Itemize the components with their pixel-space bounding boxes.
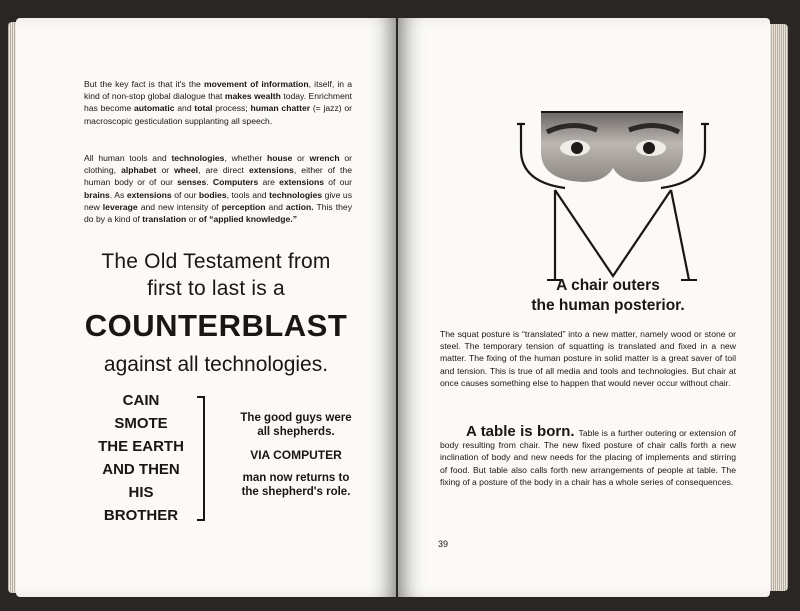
bracket-divider [196,396,206,521]
eyes-m-illustration [513,90,713,290]
shepherds-line-2: all shepherds. [257,426,335,438]
cain-line: CAIN [122,392,160,409]
cain-line: THE EARTH [98,438,184,455]
cain-line: HIS [128,484,154,501]
cain-block [76,389,206,527]
quote-line-2: first to last is a [147,277,285,300]
via-computer: VIA COMPUTER [250,448,342,462]
chair-heading-line-2: the human posterior. [531,297,685,314]
shepherds-line-4: the shepherd's role. [241,486,351,498]
page-number: 39 [438,539,449,549]
shepherds-line-1: The good guys were [240,412,352,424]
left-page [16,18,396,597]
cain-line: BROTHER [103,507,179,524]
right-page-edges [770,24,788,591]
shepherds-block [221,411,371,499]
quote-counterblast: COUNTERBLAST [84,308,348,343]
right-paragraph-1: The squat posture is “translated” into a new matter, namely wood or stone or steel. The temporary tension of squatting is translated and fixed in a new matter. The fixing of the human posture in solid matter is a great saver of toil and tension. This is true of all media and tools and technologies. But chair at once causes something else to happen that would never occur without chair. [440,329,736,388]
right-paragraph-2: A table is born. Table is a further outering or extension of body resulting from chair. The new fixed posture of chair calls forth a new inclination of body and new needs for the placing of implements and stirring of food. But table also calls forth new arrangements of people at table. The fixing of a posture of the body in a chair has a whole series of consequences. [440,423,736,487]
chair-heading-line-1: A chair outers [556,277,660,294]
chair-heading [488,276,728,316]
cain-line: AND THEN [102,461,180,478]
shepherds-line-3: man now returns to [242,472,350,484]
cain-line: SMOTE [114,415,168,432]
quote-intro [56,248,376,302]
quote-line-3: against all technologies. [103,353,329,376]
table-born-lead: A table is born. [466,423,575,440]
quote-line-1: The Old Testament from [101,250,331,273]
right-page [398,18,770,597]
left-paragraph-1: But the key fact is that it's the movement of information, itself, in a kind of non-stop global dialogue that makes wealth today. Enrichment has become automatic and total process; human chatter (= jazz) or macroscopic gesticulation supplanting all speech. [84,79,353,126]
left-paragraph-2: All human tools and technologies, whether house or wrench or clothing, alphabet or wheel, are direct extensions, either of the human body or of our senses. Computers are extensions of our brains. As extensions of our bodies, tools and technologies give us new leverage and new intensity of perception and action. This they do by a kind of translation or of “applied knowledge.” [84,153,352,225]
